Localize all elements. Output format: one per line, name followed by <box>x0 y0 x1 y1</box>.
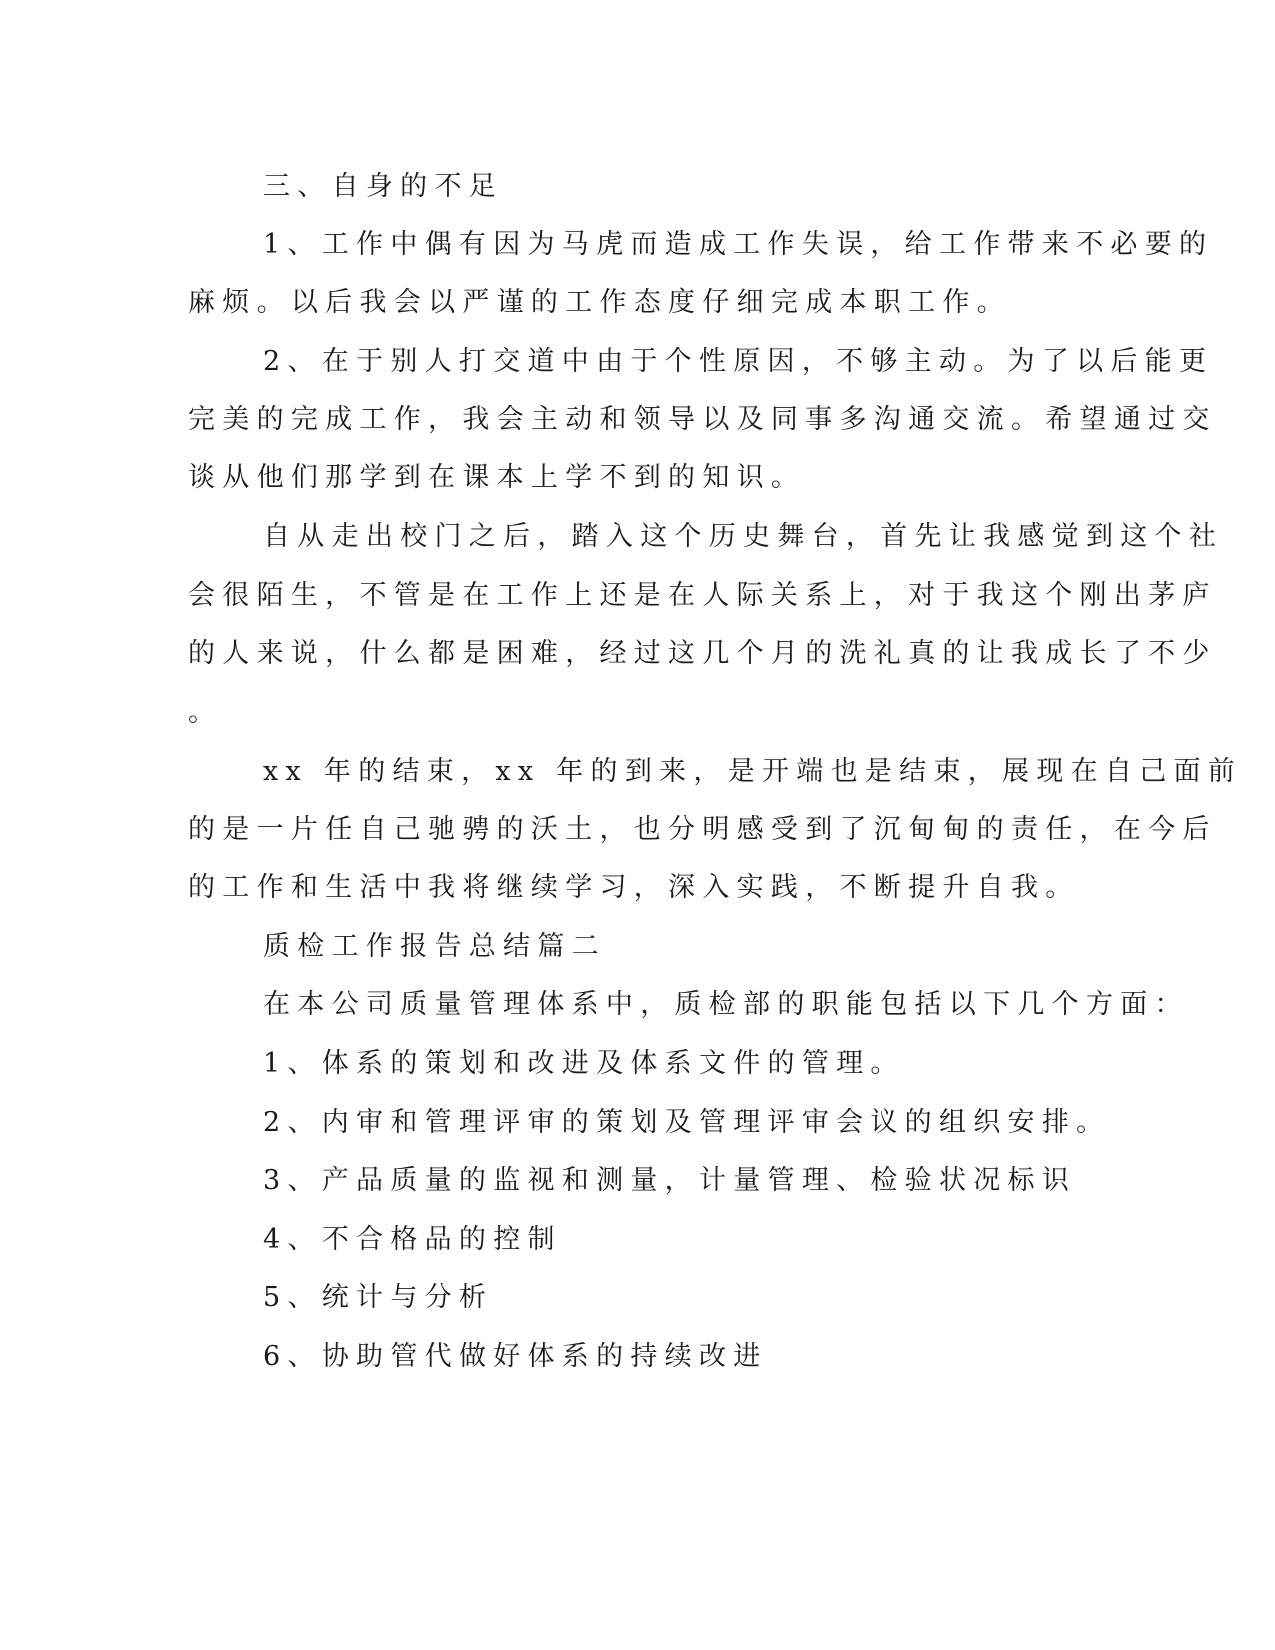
paragraph-line: 麻烦。以后我会以严谨的工作态度仔细完成本职工作。 <box>188 287 1011 318</box>
paragraph-line: 。 <box>188 697 223 728</box>
list-item: 4、不合格品的控制 <box>263 1224 562 1255</box>
list-item: 5、统计与分析 <box>263 1282 494 1313</box>
paragraph-line: 在本公司质量管理体系中，质检部的职能包括以下几个方面： <box>263 989 1189 1020</box>
paragraph-line: 的工作和生活中我将继续学习，深入实践，不断提升自我。 <box>188 872 1080 903</box>
paragraph-line: 2、在于别人打交道中由于个性原因，不够主动。为了以后能更 <box>263 346 1214 377</box>
paragraph-line: 的是一片任自己驰骋的沃土，也分明感受到了沉甸甸的责任，在今后 <box>188 814 1217 845</box>
paragraph-line: 自从走出校门之后，踏入这个历史舞台，首先让我感觉到这个社 <box>263 521 1224 552</box>
paragraph-line: 的人来说，什么都是困难，经过这几个月的洗礼真的让我成长了不少 <box>188 638 1217 669</box>
list-item: 2、内审和管理评审的策划及管理评审会议的组织安排。 <box>263 1107 1111 1138</box>
paragraph-line: 完美的完成工作，我会主动和领导以及同事多沟通交流。希望通过交 <box>188 404 1217 435</box>
paragraph-line: 谈从他们那学到在课本上学不到的知识。 <box>188 462 806 493</box>
paragraph-line: xx 年的结束，xx 年的到来，是开端也是结束，展现在自己面前 <box>263 756 1243 787</box>
paragraph-line: 会很陌生，不管是在工作上还是在人际关系上，对于我这个刚出茅庐 <box>188 580 1217 611</box>
section-heading: 三、自身的不足 <box>263 171 504 202</box>
list-item: 6、协助管代做好体系的持续改进 <box>263 1341 768 1372</box>
list-item: 1、体系的策划和改进及体系文件的管理。 <box>263 1048 905 1079</box>
section-heading: 质检工作报告总结篇二 <box>263 931 606 962</box>
paragraph-line: 1、工作中偶有因为马虎而造成工作失误，给工作带来不必要的 <box>263 229 1214 260</box>
list-item: 3、产品质量的监视和测量，计量管理、检验状况标识 <box>263 1165 1077 1196</box>
